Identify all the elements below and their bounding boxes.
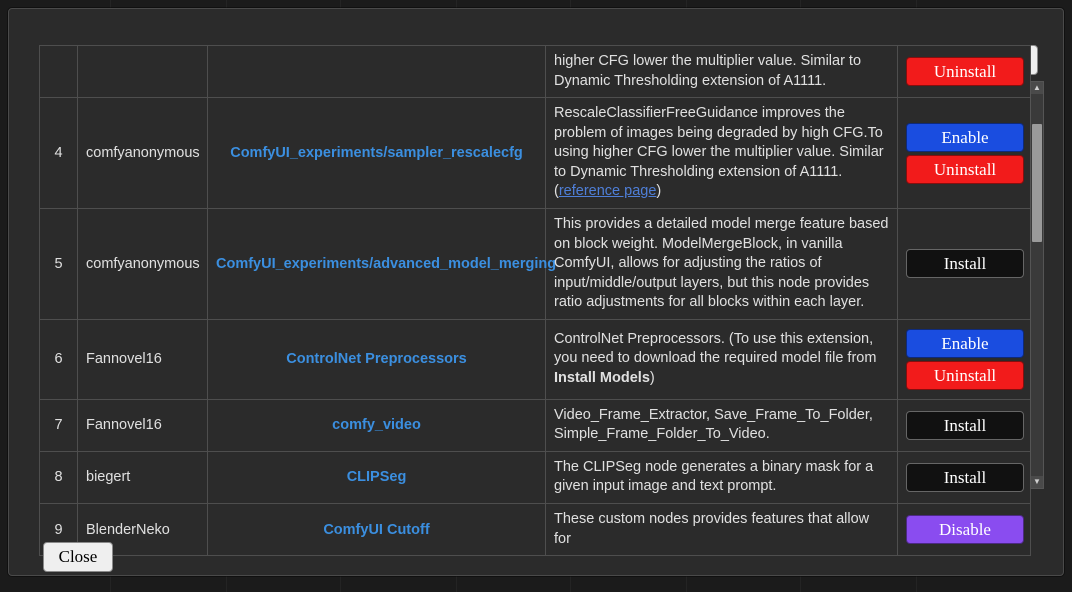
- row-actions: [898, 46, 1031, 98]
- row-title-link[interactable]: CLIPSeg: [346, 469, 407, 486]
- disable-button[interactable]: Disable: [906, 515, 1024, 544]
- enable-button[interactable]: Enable: [906, 329, 1024, 358]
- row-actions: [898, 451, 1031, 503]
- table-row: [40, 319, 1031, 399]
- row-title[interactable]: [208, 451, 546, 503]
- row-title-link[interactable]: ComfyUI_experiments/sampler_rescalecfg: [230, 145, 523, 162]
- table-row: [40, 208, 1031, 319]
- row-title-link[interactable]: ComfyUI_experiments/advanced_model_merging: [216, 255, 557, 272]
- row-actions: [898, 319, 1031, 399]
- row-author: Fannovel16: [78, 319, 208, 399]
- extension-list-viewport: [39, 53, 1039, 547]
- enable-button[interactable]: Enable: [906, 123, 1024, 152]
- row-title[interactable]: [208, 504, 546, 556]
- row-actions: [898, 98, 1031, 209]
- row-author: comfyanonymous: [78, 98, 208, 209]
- row-description: Video_Frame_Extractor, Save_Frame_To_Folder, Simple_Frame_Folder_To_Video.: [546, 399, 898, 451]
- row-author: biegert: [78, 451, 208, 503]
- row-title[interactable]: [208, 46, 546, 98]
- row-description: [546, 98, 898, 209]
- list-scrollbar[interactable]: [1030, 81, 1044, 489]
- row-id: 7: [40, 399, 78, 451]
- scrollbar-thumb[interactable]: [1032, 124, 1042, 242]
- row-description: The CLIPSeg node generates a binary mask for a given input image and text prompt.: [546, 451, 898, 503]
- chevron-down-icon[interactable]: ▼: [1031, 476, 1043, 488]
- row-id: 8: [40, 451, 78, 503]
- row-description: These custom nodes provides features that allow for: [546, 504, 898, 556]
- install-button[interactable]: Install: [906, 249, 1024, 278]
- row-title[interactable]: [208, 98, 546, 209]
- custom-nodes-manager-dialog: [8, 8, 1064, 576]
- row-description: higher CFG lower the multiplier value. Similar to Dynamic Thresholding extension of A1111.: [546, 46, 898, 98]
- row-author: Fannovel16: [78, 399, 208, 451]
- row-id: 9: [40, 504, 78, 556]
- table-row: [40, 451, 1031, 503]
- row-title[interactable]: [208, 208, 557, 319]
- row-id: 6: [40, 319, 78, 399]
- uninstall-button[interactable]: Uninstall: [906, 361, 1024, 390]
- row-description-text: ControlNet Preprocessors. (To use this extension, you need to download the required model file from: [554, 330, 877, 367]
- row-description: [546, 319, 898, 399]
- row-author: BlenderNeko: [78, 504, 208, 556]
- row-title[interactable]: [208, 399, 546, 451]
- row-author: comfyanonymous: [78, 208, 208, 319]
- reference-page-link[interactable]: reference page: [558, 183, 657, 200]
- extension-list-scroll: [39, 45, 1030, 556]
- row-id: [40, 46, 78, 98]
- install-button[interactable]: Install: [906, 463, 1024, 492]
- close-button[interactable]: Close: [43, 542, 113, 572]
- row-title-link[interactable]: ComfyUI Cutoff: [323, 521, 430, 538]
- row-actions: [898, 208, 1031, 319]
- row-description: This provides a detailed model merge feature based on block weight. ModelMergeBlock, in vanilla ComfyUI, allows for adjusting the ratios of input/middle/output layers, but this node provides ratio adjustments for all blocks within each layer.: [546, 208, 898, 319]
- uninstall-button[interactable]: Uninstall: [906, 57, 1024, 86]
- table-row: [40, 98, 1031, 209]
- table-row: [40, 399, 1031, 451]
- row-author: [78, 46, 208, 98]
- uninstall-button[interactable]: Uninstall: [906, 155, 1024, 184]
- extension-table: [39, 45, 1031, 556]
- row-title-link[interactable]: ControlNet Preprocessors: [286, 351, 467, 368]
- row-id: 4: [40, 98, 78, 209]
- table-row: [40, 46, 1031, 98]
- chevron-up-icon[interactable]: ▲: [1031, 82, 1043, 94]
- row-title-link[interactable]: comfy_video: [332, 417, 421, 434]
- install-button[interactable]: Install: [906, 411, 1024, 440]
- install-models-label: Install Models: [554, 370, 650, 387]
- row-description-tail: ): [649, 370, 655, 387]
- row-description-tail: ): [656, 183, 662, 200]
- row-description-text: RescaleClassifierFreeGuidance improves the problem of images being degraded by high CFG.To using higher CFG lower the multiplier value. Similar to Dynamic Thresholding extension of A1111. (: [554, 105, 884, 200]
- row-actions: [898, 504, 1031, 556]
- row-actions: [898, 399, 1031, 451]
- row-id: 5: [40, 208, 78, 319]
- table-row: [40, 504, 1031, 556]
- row-title[interactable]: [208, 319, 546, 399]
